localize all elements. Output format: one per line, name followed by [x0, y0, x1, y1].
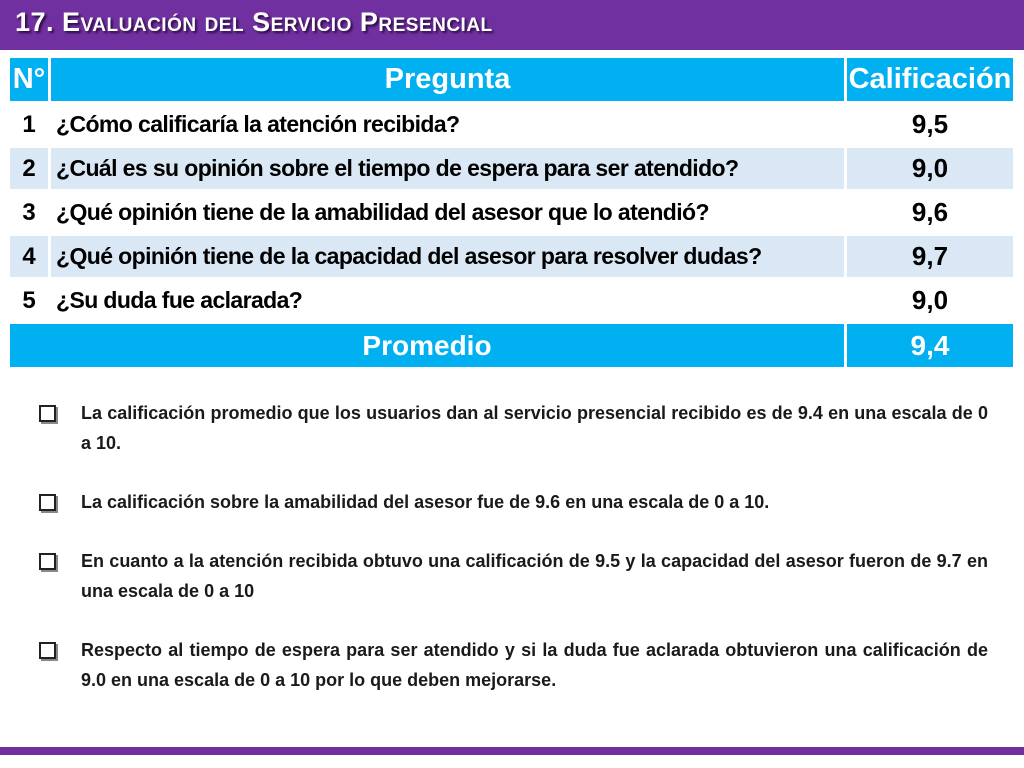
checkbox-bullet-icon	[39, 494, 56, 511]
table-row	[10, 280, 1013, 321]
row-score: 9,0	[847, 280, 1013, 321]
table-row	[10, 104, 1013, 145]
checkbox-bullet-icon	[39, 553, 56, 570]
row-question: ¿Qué opinión tiene de la capacidad del asesor para resolver dudas?	[51, 236, 844, 277]
row-question: ¿Qué opinión tiene de la amabilidad del asesor que lo atendió?	[51, 192, 844, 233]
bullet-text: La calificación sobre la amabilidad del asesor fue de 9.6 en una escala de 0 a 10.	[81, 492, 770, 512]
table-row	[10, 192, 1013, 233]
column-header-question: Pregunta	[51, 58, 844, 101]
bullet-item	[36, 398, 988, 458]
bullet-item	[36, 635, 988, 695]
row-question: ¿Su duda fue aclarada?	[51, 280, 844, 321]
bullet-text: La calificación promedio que los usuarios dan al servicio presencial recibido es de 9.4 en una escala de 0 a 10.	[81, 403, 988, 453]
bullet-item	[36, 546, 988, 606]
row-question: ¿Cómo calificaría la atención recibida?	[51, 104, 844, 145]
title-banner	[0, 0, 1024, 50]
checkbox-bullet-icon	[39, 642, 56, 659]
bullet-item	[36, 487, 988, 517]
row-number: 1	[10, 104, 48, 145]
row-question: ¿Cuál es su opinión sobre el tiempo de espera para ser atendido?	[51, 148, 844, 189]
table-row	[10, 148, 1013, 189]
row-score: 9,7	[847, 236, 1013, 277]
row-score: 9,5	[847, 104, 1013, 145]
row-score: 9,6	[847, 192, 1013, 233]
summary-bullets	[36, 398, 988, 724]
average-row	[10, 324, 1013, 367]
row-number: 3	[10, 192, 48, 233]
table-header-row	[10, 58, 1013, 101]
checkbox-bullet-icon	[39, 405, 56, 422]
row-number: 4	[10, 236, 48, 277]
column-header-number: N°	[10, 58, 48, 101]
average-score: 9,4	[847, 324, 1013, 367]
column-header-score: Calificación	[847, 58, 1013, 101]
bullet-text: En cuanto a la atención recibida obtuvo una calificación de 9.5 y la capacidad del asesor fueron de 9.7 en una escala de 0 a 10	[81, 551, 988, 601]
footer-bar	[0, 747, 1024, 755]
page-title: 17. Evaluación del Servicio Presencial	[15, 7, 493, 37]
evaluation-table	[7, 55, 1016, 373]
average-label: Promedio	[10, 324, 844, 367]
table-row	[10, 236, 1013, 277]
bullet-text: Respecto al tiempo de espera para ser atendido y si la duda fue aclarada obtuvieron una calificación de 9.0 en una escala de 0 a 10 por lo que deben mejorarse.	[81, 640, 988, 690]
row-number: 5	[10, 280, 48, 321]
row-score: 9,0	[847, 148, 1013, 189]
row-number: 2	[10, 148, 48, 189]
